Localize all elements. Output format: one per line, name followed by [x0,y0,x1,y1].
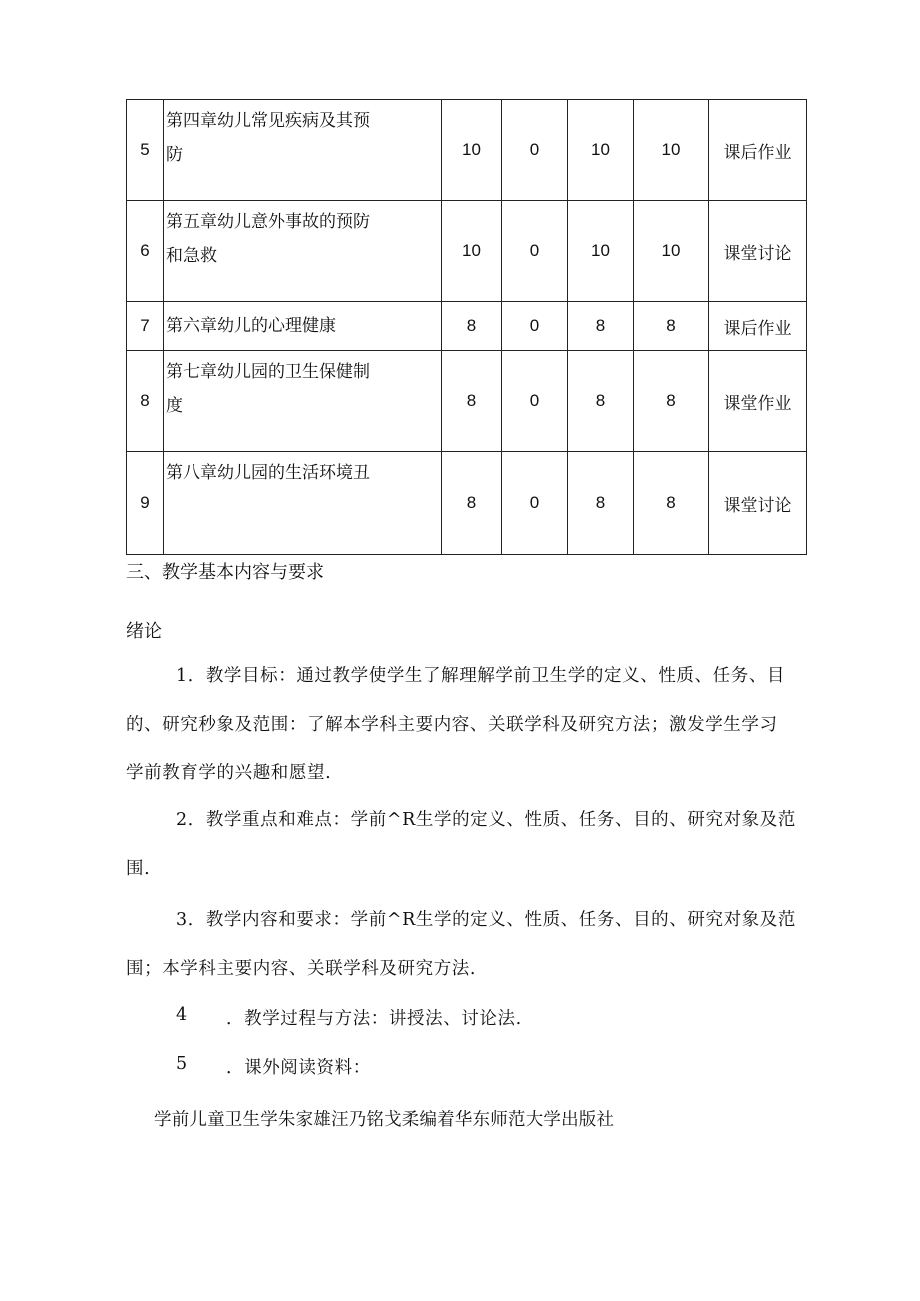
paragraph-line: ．教学过程与方法：讲授法、讨论法. [226,1009,522,1029]
hours-cell: 10 [568,201,634,302]
paragraph-line: 学前教育学的兴趣和愿望. [126,763,332,783]
paragraph-line: 2．教学重点和难点：学前^R生学的定义、性质、任务、目的、研究对象及范 [176,810,796,830]
hours-cell: 10 [634,100,709,201]
hours-cell: 8 [568,302,634,351]
table-row [127,302,807,351]
chapter-title-line: 第六章幼儿的心理健康 [166,316,336,336]
hours-cell: 8 [634,452,709,555]
table-row [127,201,807,302]
table-row [127,452,807,555]
paragraph-line: ．课外阅读资料： [226,1058,371,1078]
chapter-title-line: 防 [166,145,183,165]
row-number: 9 [127,452,164,555]
hours-cell: 10 [634,201,709,302]
hours-cell: 8 [634,302,709,351]
paragraph-line: 1．教学目标：通过教学使学生了解理解学前卫生学的定义、性质、任务、目 [176,666,786,686]
chapter-title-line: 度 [166,396,183,416]
paragraph-line: 3．教学内容和要求：学前^R生学的定义、性质、任务、目的、研究对象及范 [176,910,796,930]
chapter-title [164,351,442,452]
row-number: 8 [127,351,164,452]
hours-cell: 10 [568,100,634,201]
chapter-title-line: 和急救 [166,246,217,266]
hours-cell: 8 [568,351,634,452]
chapter-title-line: 第八章幼儿园的生活环境丑 [166,463,370,483]
hours-cell: 0 [502,452,568,555]
section-subheading: 绪论 [126,621,162,642]
course-hours-table [126,99,807,555]
chapter-title [164,302,442,351]
chapter-title [164,201,442,302]
hours-cell: 0 [502,351,568,452]
list-number: 5 [176,1054,188,1074]
paragraph-line: 围. [126,859,151,879]
table-row [127,351,807,452]
chapter-title-line: 第七章幼儿园的卫生保健制 [166,362,370,382]
hours-cell: 8 [568,452,634,555]
hours-cell: 8 [442,452,502,555]
chapter-title-line: 第四章幼儿常见疾病及其预 [166,111,370,131]
hours-cell: 8 [634,351,709,452]
paragraph-line: 围；本学科主要内容、关联学科及研究方法. [126,959,477,979]
row-number: 5 [127,100,164,201]
reference-citation: 学前儿童卫生学朱家雄汪乃铭戈柔编着华东师范大学出版社 [154,1110,615,1130]
section-heading: 三、教学基本内容与要求 [126,562,324,583]
hours-cell: 0 [502,302,568,351]
hours-cell: 0 [502,100,568,201]
row-number: 6 [127,201,164,302]
assessment-cell: 课堂讨论 [709,452,807,555]
chapter-title [164,100,442,201]
list-number: 4 [176,1005,188,1025]
assessment-cell: 课堂作业 [709,351,807,452]
hours-cell: 10 [442,201,502,302]
row-number: 7 [127,302,164,351]
hours-cell: 8 [442,351,502,452]
paragraph-line: 的、研究秒象及范围：了解本学科主要内容、关联学科及研究方法；激发学生学习 [126,715,778,735]
hours-cell: 10 [442,100,502,201]
chapter-title-line: 第五章幼儿意外事故的预防 [166,212,370,232]
assessment-cell: 课后作业 [709,302,807,351]
assessment-cell: 课堂讨论 [709,201,807,302]
hours-cell: 0 [502,201,568,302]
assessment-cell: 课后作业 [709,100,807,201]
chapter-title [164,452,442,555]
hours-cell: 8 [442,302,502,351]
table-row [127,100,807,201]
